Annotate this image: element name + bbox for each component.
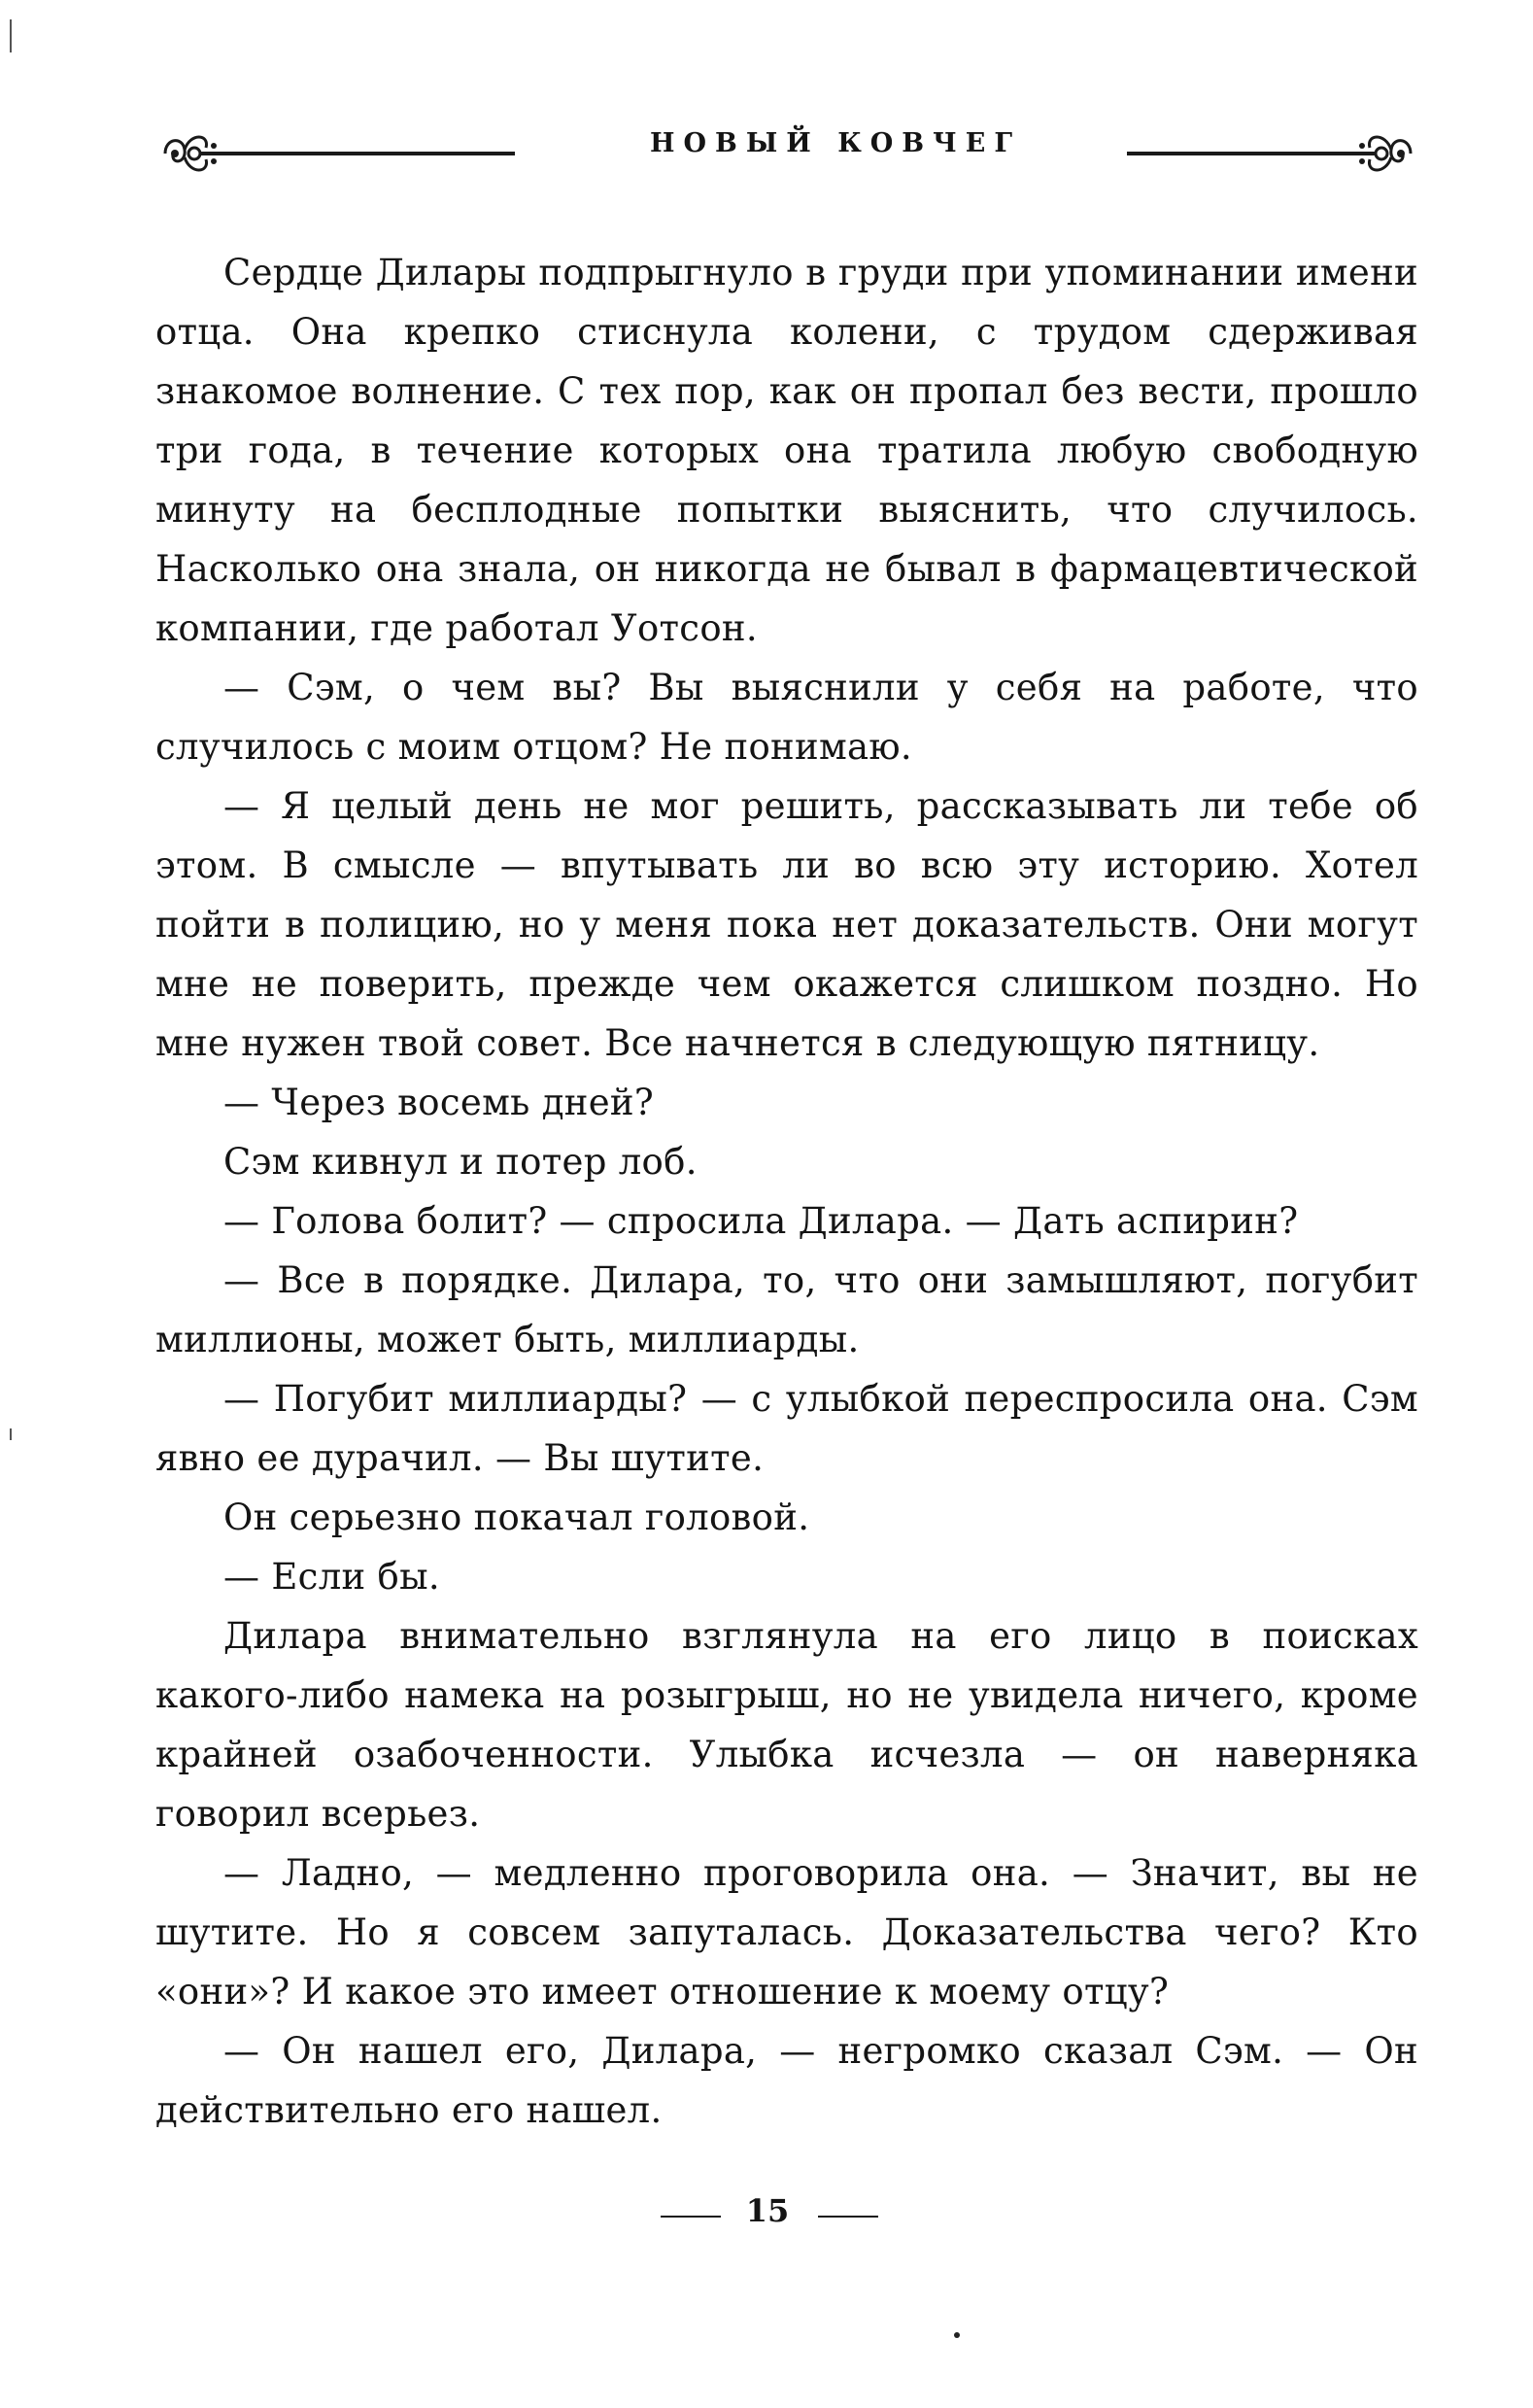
paragraph: — Ладно, — медленно проговорила она. — Значит, вы не шутите. Но я совсем запуталась. Доказательства чего? Кто «они»? И какое это имеет отношение к моему отцу? [155, 1852, 1418, 2012]
scan-mark [10, 19, 12, 52]
paragraph: — Я целый день не мог решить, рассказывать ли тебе об этом. В смысле — впутывать ли во всю эту историю. Хотел пойти в полицию, но у меня пока нет доказательств. Они могут мне не поверить, прежде чем окажется слишком поздно. Но мне нужен твой совет. Все начнется в следующую пятницу. [155, 785, 1418, 1064]
page-footer [641, 2186, 894, 2245]
footer-dash-left [661, 2216, 721, 2218]
header-rule-left [223, 152, 515, 155]
header-rule-right [1127, 152, 1355, 155]
paragraph: Сэм кивнул и потер лоб. [223, 1141, 698, 1183]
scan-speck [954, 2332, 960, 2338]
scan-mark [10, 1428, 12, 1440]
paragraph: — Погубит миллиарды? — с улыбкой переспросила она. Сэм явно ее дурачил. — Вы шутите. [155, 1378, 1418, 1479]
paragraph: — Он нашел его, Дилара, — негромко сказал Сэм. — Он действительно его нашел. [155, 2030, 1418, 2131]
paragraph: Дилара внимательно взглянула на его лицо в поисках какого-либо намека на розыгрыш, но не увидела ничего, кроме крайней озабоченности. Улыбка исчезла — он наверняка говорил всерьез. [155, 1615, 1418, 1835]
floral-ornament-icon [155, 124, 233, 181]
paragraph: — Сэм, о чем вы? Вы выяснили у себя на работе, что случилось с моим отцом? Не понимаю. [155, 667, 1418, 768]
paragraph: — Если бы. [223, 1556, 440, 1598]
floral-ornament-icon [1343, 124, 1420, 181]
paragraph: — Через восемь дней? [223, 1082, 655, 1123]
paragraph: — Голова болит? — спросила Дилара. — Дать аспирин? [223, 1200, 1299, 1242]
body-text [155, 243, 1418, 2140]
paragraph: — Все в порядке. Дилара, то, что они замышляют, погубит миллионы, может быть, миллиарды. [155, 1259, 1418, 1360]
paragraph: Он серьезно покачал головой. [223, 1496, 810, 1538]
running-header [155, 117, 1418, 185]
paragraph: Сердце Дилары подпрыгнуло в груди при упоминании имени отца. Она крепко стиснула колени, с трудом сдерживая знакомое волнение. С тех пор, как он пропал без вести, прошло три года, в течение которых она тратила любую свободную минуту на бесплодные попытки выяснить, что случилось. Насколько она знала, он никогда не бывал в фармацевтической компании, где работал Уотсон. [155, 252, 1418, 649]
page-number: 15 [745, 2192, 790, 2229]
footer-dash-right [818, 2216, 878, 2218]
header-title: НОВЫЙ КОВЧЕГ [650, 128, 1021, 158]
